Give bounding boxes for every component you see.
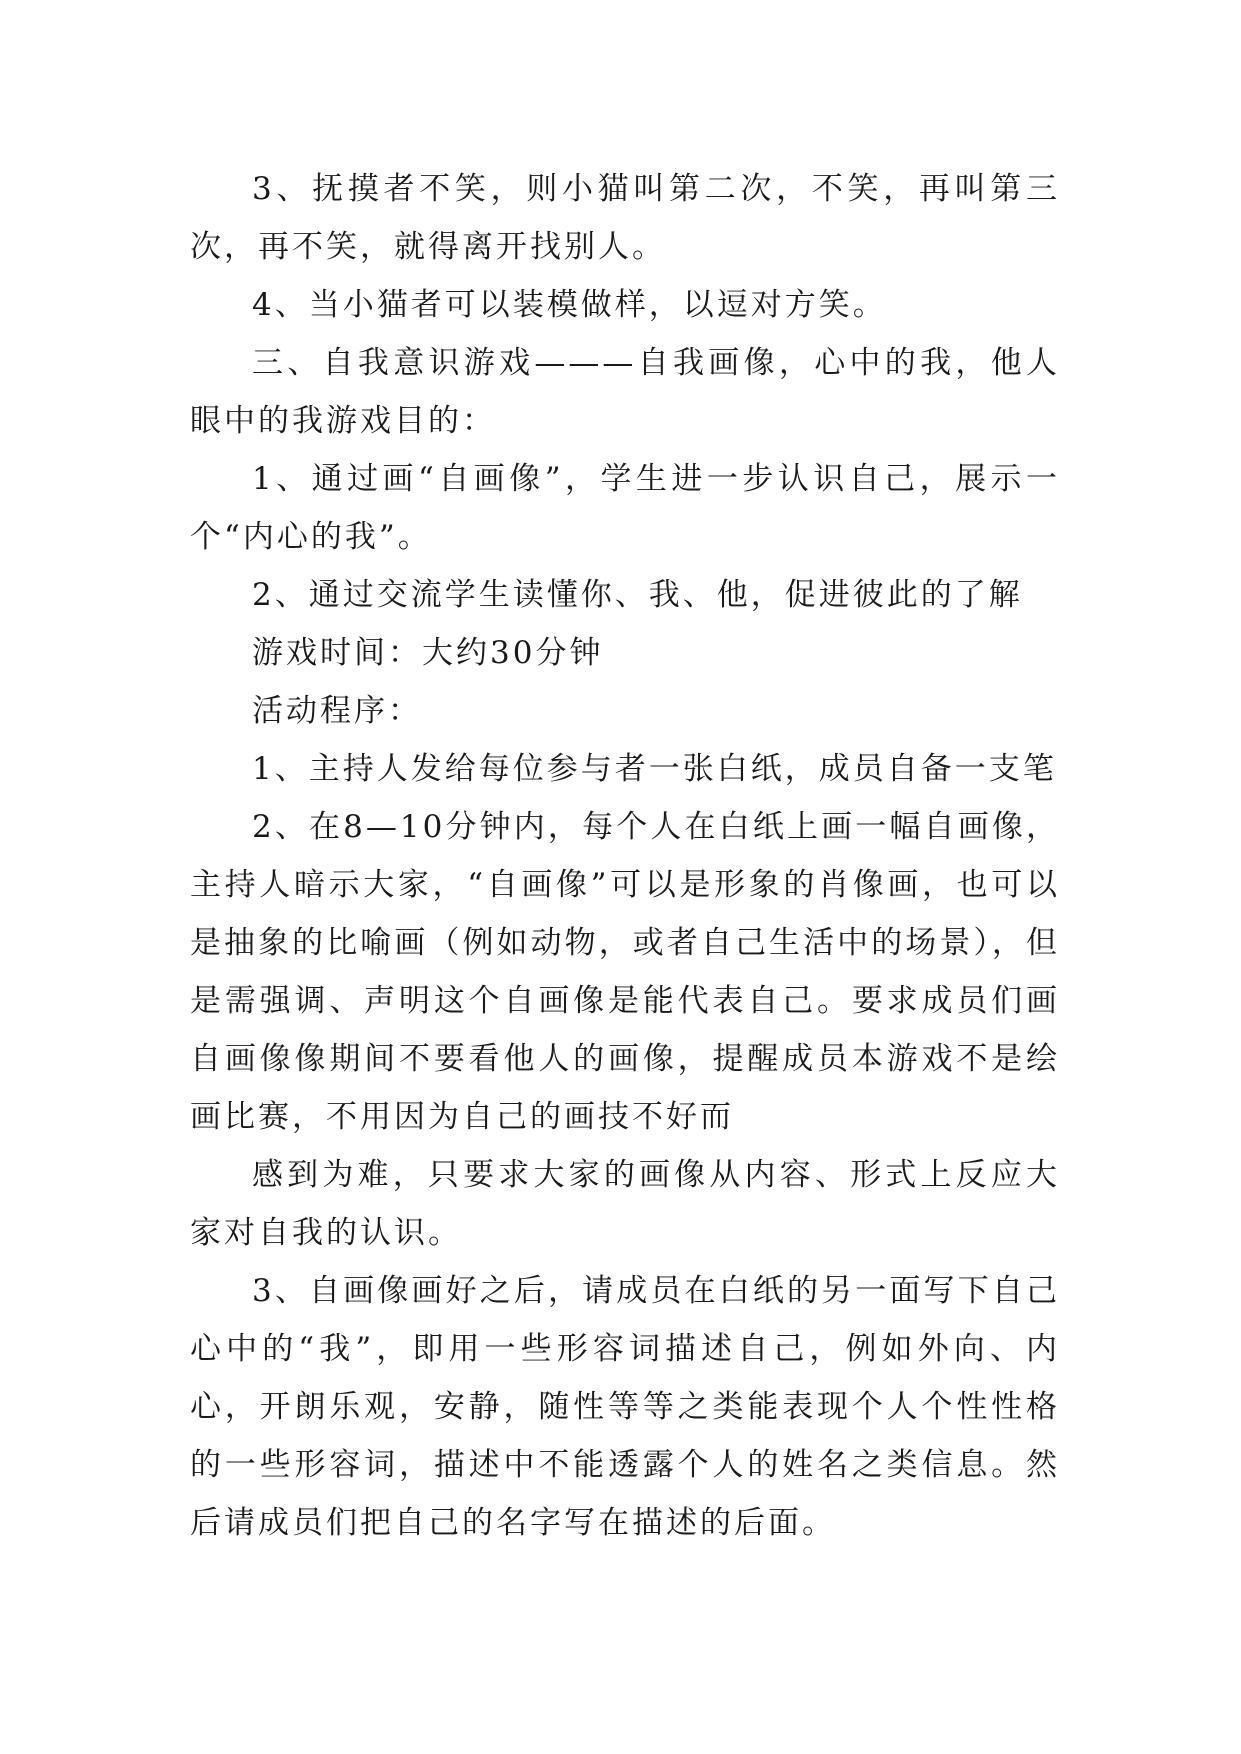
paragraph-step-three: 3、自画像画好之后，请成员在白纸的另一面写下自己心中的“我”，即用一些形容词描述自己，例如外向、内心，开朗乐观，安静，随性等等之类能表现个人个性性格的一些形容词，描述中不能透露个人的姓名之类信息。然后请成员们把自己的名字写在描述的后面。 (190, 1273, 1060, 1541)
paragraph-step-two: 2、在8—10分钟内，每个人在白纸上画一幅自画像，主持人暗示大家，“自画像”可以是形象的肖像画，也可以是抽象的比喻画（例如动物，或者自己生活中的场景），但是需强调、声明这个自画像是能代表自己。要求成员们画自画像像期间不要看他人的画像，提醒成员本游戏不是绘画比赛，不用因为自己的画技不好而 (190, 809, 1060, 1135)
paragraph-cat-pretend: 4、当小猫者可以装模做样，以逗对方笑。 (252, 287, 887, 323)
paragraph-section-three-heading: 三、自我意识游戏———自我画像，心中的我，他人眼中的我游戏目的： (190, 345, 1060, 439)
paragraph-step-one: 1、主持人发给每位参与者一张白纸，成员自备一支笔 (252, 751, 1057, 787)
paragraph-cat-third-call: 3、抚摸者不笑，则小猫叫第二次，不笑，再叫第三次，再不笑，就得离开找别人。 (190, 171, 1060, 265)
paragraph-game-time: 游戏时间：大约30分钟 (252, 635, 604, 671)
document-body (190, 160, 1060, 1552)
paragraph-procedure-heading: 活动程序： (252, 693, 422, 729)
paragraph-step-two-continued: 感到为难，只要求大家的画像从内容、形式上反应大家对自我的认识。 (190, 1157, 1060, 1251)
paragraph-goal-two: 2、通过交流学生读懂你、我、他，促进彼此的了解 (252, 577, 1023, 613)
paragraph-goal-one: 1、通过画“自画像”，学生进一步认识自己，展示一个“内心的我”。 (190, 461, 1060, 555)
